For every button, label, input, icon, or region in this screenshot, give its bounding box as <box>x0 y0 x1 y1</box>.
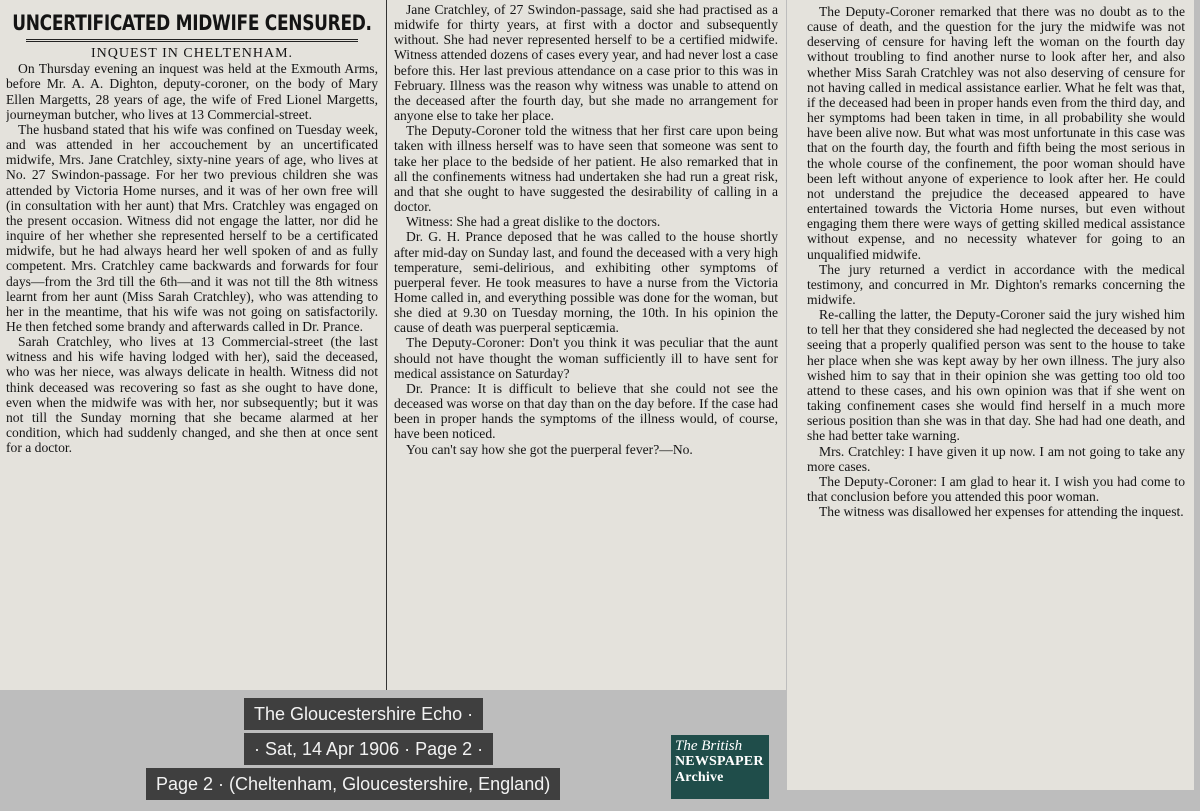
paragraph: The Deputy-Coroner remarked that there was no doubt as to the cause of death, and the question for the jury the midwife was not deserving of censure for having left the woman on the fourth day without troubling to find another nurse to look after her, and also whether Miss Sarah Cratchley was not also deserving of censure for not having called in medical assistance earlier. What he felt was that, if the deceased had been in proper hands even from the third day, and her symptoms had been taken in time, in all probability she would have been alive now. But what was most unfortunate in this case was that on the fourth day, the fourth and fifth being the most serious in the whole course of the confinement, the poor woman should have been left without anyone of experience to look after her. He could not understand the prejudice the deceased appeared to have entertained towards the Victoria Home nurses, but even without engaging them there were ways of getting skilled medical assistance without expense, and no necessity whatever for going to an unqualified midwife. <box>807 4 1185 262</box>
paragraph: The husband stated that his wife was confined on Tuesday week, and was attended in her accouchement by an uncertificated midwife, Mrs. Jane Cratchley, sixty-nine years of age, who lives at No. 27 Swindon-passage. For her two previous children she was attended by Victoria Home nurses, and it was of her own free will (in consultation with her aunt) that Mrs. Cratchley was engaged on the present occasion. Witness did not engage the latter, nor did he inquire of her whether she represented herself to be a certificated midwife, but he had always heard her well spoken of and as fully competent. Mrs. Cratchley came backwards and forwards for four days—from the 3rd till the 6th—and it was not till the 8th witness learnt from her aunt (Miss Sarah Cratchley), who was attending to her in the meantime, that his wife was not going on satisfactorily. He then fetched some brandy and afterwards called in Dr. Prance. <box>6 121 378 334</box>
logo-line: Archive <box>675 770 724 785</box>
subhead: INQUEST IN CHELTENHAM. <box>90 46 294 62</box>
caption-date: · Sat, 14 Apr 1906 · Page 2 · <box>244 733 493 765</box>
headline: UNCERTIFICATED MIDWIFE CENSURED. <box>12 11 372 37</box>
paragraph: You can't say how she got the puerperal fever?—No. <box>406 441 693 457</box>
paragraph: Mrs. Cratchley: I have given it up now. I am not going to take any more cases. <box>807 443 1185 474</box>
column-divider <box>386 0 387 690</box>
paragraph: Witness: She had a great dislike to the doctors. <box>406 214 661 230</box>
caption-publication: The Gloucestershire Echo · <box>244 698 483 730</box>
paragraph: The Deputy-Coroner told the witness that her first care upon being taken with illness herself was to have seen that someone was sent to take her place to the bedside of her patient. He also remarked that in all the confinements witness had undertaken she had run a great risk, and that she ought to have suggested the desirability of calling in a doctor. <box>394 123 778 215</box>
column-3 <box>807 0 1185 790</box>
column-1 <box>6 0 378 690</box>
logo-line: The British <box>675 738 743 754</box>
paragraph: The witness was disallowed her expenses for attending the inquest. <box>819 504 1184 520</box>
paragraph: Jane Cratchley, of 27 Swindon-passage, said she had practised as a midwife for thirty years, at first with a doctor and subsequently without. She had never represented herself to be a certified midwife. Witness attended dozens of cases every year, and had never lost a case before this. Her last previous attendance on a case prior to this was in February. Illness was the reason why witness was unable to attend on the deceased after the fourth day, but she made no arrangement for anyone else to take her place. <box>394 2 778 124</box>
paragraph: The Deputy-Coroner: Don't you think it was peculiar that the aunt should not have thought the woman sufficiently ill to have sent for medical assistance on Saturday? <box>394 335 778 381</box>
paragraph: Re-calling the latter, the Deputy-Coroner said the jury wished him to tell her that they considered she had neglected the deceased by not seeing that a properly qualified person was sent to the house to take her place when she was kept away by her own illness. The jury also wished him to say that in their opinion she was getting too old too attend to these cases, and his own opinion was that if she went on taking confinement cases she would find herself in a much more serious position than she was in that day. She had had one death, and she had better take warning. <box>807 307 1185 444</box>
column-2 <box>394 0 778 690</box>
british-newspaper-archive-logo[interactable] <box>671 735 769 799</box>
caption-location: Page 2 · (Cheltenham, Gloucestershire, England) <box>146 768 560 800</box>
paragraph: Dr. G. H. Prance deposed that he was called to the house shortly after mid-day on Sunday last, and found the deceased with a very high temperature, semi-delirious, and exhibiting other symptoms of puerperal fever. He took measures to have a nurse from the Victoria Home called in, and everything possible was done for the woman, but she died at 9.30 on Tuesday morning, the 10th. In his opinion the cause of death was puerperal septicæmia. <box>394 229 778 336</box>
paragraph: The jury returned a verdict in accordance with the medical testimony, and concurred in Mr. Dighton's remarks concerning the midwife. <box>807 261 1185 307</box>
paragraph: On Thursday evening an inquest was held at the Exmouth Arms, before Mr. A. A. Dighton, deputy-coroner, on the body of Mary Ellen Margetts, 28 years of age, the wife of Fred Lionel Margetts, journeyman butcher, who lives at 13 Commercial-street. <box>6 61 378 122</box>
logo-line: NEWSPAPER <box>675 754 764 769</box>
paragraph: Sarah Cratchley, who lives at 13 Commercial-street (the last witness and his wife having lodged with her), said the deceased, who was her niece, was always delicate in health. Witness did not think deceased was recovering so fast as she ought to have done, even when the midwife was with her, nor subsequently; but it was not till the Sunday morning that she became alarmed at her condition, which had suddenly changed, and she then at once sent for a doctor. <box>6 334 378 456</box>
paragraph: Dr. Prance: It is difficult to believe that she could not see the deceased was worse on that day than on the day before. If the case had been in proper hands the symptoms of the illness would, of course, have been noticed. <box>394 380 778 442</box>
paragraph: The Deputy-Coroner: I am glad to hear it. I wish you had come to that conclusion before you attended this poor woman. <box>807 473 1185 504</box>
clipping-right <box>787 0 1194 790</box>
